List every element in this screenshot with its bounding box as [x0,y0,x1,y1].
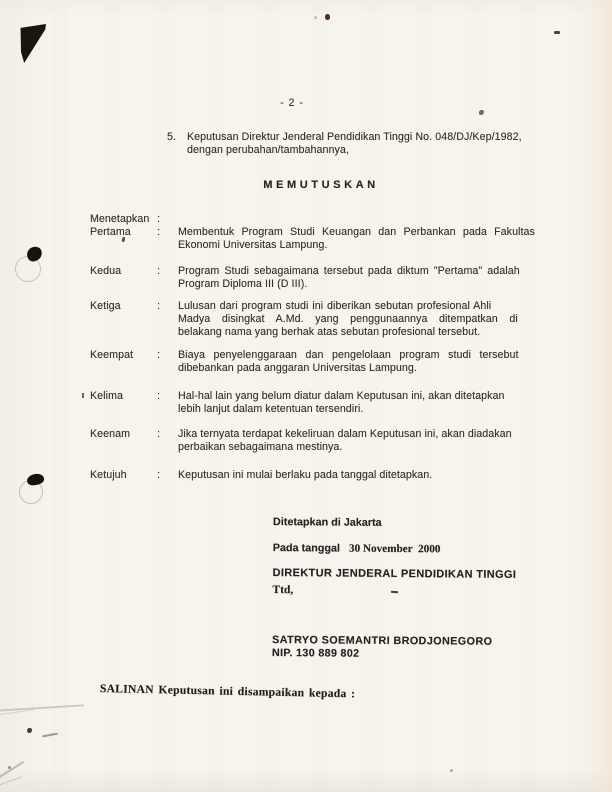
decree-text [178,349,532,375]
punch-hole-mark [26,472,45,486]
pen-scribble-mark [42,733,58,738]
corner-fold-mark [20,24,46,63]
decree-row-ketiga [90,300,532,340]
punch-hole-mark [25,245,43,262]
ink-speck [27,728,32,733]
colon-separator: : [157,300,161,312]
ink-speck [325,14,330,20]
decree-text [178,226,535,252]
date-label: Pada tanggal [272,541,340,555]
page-number: - 2 - [280,97,304,109]
ink-speck [450,769,453,772]
text-line: Lulusan dari program studi ini diberikan sebutan profesional Ahli [178,300,492,312]
colon-separator: : [157,469,161,481]
text-line: Membentuk Program Studi Keuangan dan Perbankan pada Fakultas [178,226,535,238]
decree-label: Menetapkan [90,213,150,225]
text-line: belakang nama yang berhak atas sebutan profesional tersebut. [178,326,481,339]
text-line: Keputusan Direktur Jenderal Pendidikan Tinggi No. 048/DJ/Kep/1982, [187,131,522,143]
text-line: Ekonomi Universitas Lampung. [178,239,328,252]
decree-text [178,300,532,340]
preamble-item-5 [167,131,547,157]
decree-row-keenam [90,428,532,454]
text-line: perbaikan sebagaimana mestinya. [178,441,343,454]
list-item-text [187,131,547,157]
signatory-title: DIREKTUR JENDERAL PENDIDIKAN TINGGI [272,566,517,581]
ink-speck [554,31,560,34]
colon-separator: : [157,428,161,440]
text-line: Biaya penyelenggaraan dan pengelolaan program studi tersebut [178,349,519,361]
colon-separator: : [157,226,161,238]
text-line: Program Diploma III (D III). [178,278,308,291]
text-line: Madya disingkat A.Md. yang penggunaannya ditempatkan di [178,313,518,326]
signature-date [273,542,441,555]
colon-separator: : [157,213,161,225]
colon-separator: : [157,349,161,361]
decree-text [178,390,532,416]
decree-label: Keempat [90,349,134,361]
text-line: dibebankan pada anggaran Universitas Lampung. [178,362,417,375]
decree-row-pertama [90,226,535,252]
scan-crease-line [0,777,21,787]
signature-ttd: Ttd, [272,583,294,597]
list-item-number: 5. [167,131,177,143]
text-line: lebih lanjut dalam ketentuan tersendiri. [178,403,364,416]
signature-block [272,516,563,668]
salinan-distribution-line: SALINAN Keputusan ini disampaikan kepada : [99,682,356,701]
date-value: 30 November 2000 [348,542,441,556]
decree-row-kelima [90,390,532,416]
decree-label: Ketujuh [90,469,127,481]
scan-crease-line [0,704,84,711]
ink-speck [82,393,84,398]
colon-separator: : [157,265,161,277]
decree-text [178,428,532,454]
ink-speck [314,16,317,19]
decree-text [178,469,532,482]
decree-label: Ketiga [90,300,121,312]
decree-row-keempat [90,349,532,375]
decree-label: Pertama [90,226,131,238]
decree-row-kedua [90,265,532,291]
ink-speck [479,110,484,115]
decree-row-ketujuh [90,469,532,482]
text-line: Keputusan ini mulai berlaku pada tanggal ditetapkan. [178,469,433,481]
signatory-name: SATRYO SOEMANTRI BRODJONEGORO [271,633,493,648]
text-line: Jika ternyata terdapat kekeliruan dalam Keputusan ini, akan diadakan [178,428,512,440]
signatory-nip: NIP. 130 889 802 [271,646,360,660]
text-line: dengan perubahan/tambahannya, [187,144,349,157]
decree-label: Keenam [90,428,131,440]
colon-separator: : [157,390,161,402]
decree-label: Kelima [90,390,123,402]
text-line: Program Studi sebagaimana tersebut pada diktum "Pertama" adalah [178,265,520,277]
signature-place: Ditetapkan di Jakarta [272,516,382,529]
text-line: Hal-hal lain yang belum diatur dalam Keputusan ini, akan ditetapkan [178,390,505,402]
decree-text [178,265,532,291]
decision-heading: MEMUTUSKAN [263,179,379,191]
decree-label: Kedua [90,265,122,277]
